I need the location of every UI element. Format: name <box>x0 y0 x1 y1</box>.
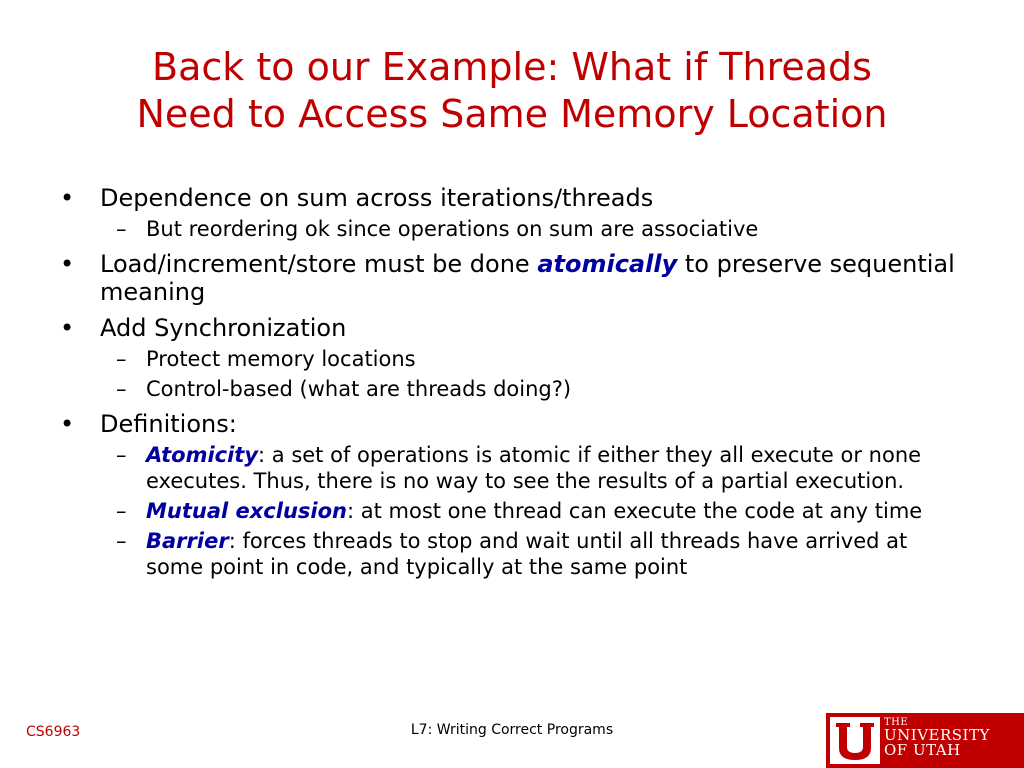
bullet-synchronization <box>60 314 960 342</box>
footer-course: CS6963 <box>26 724 81 740</box>
dash-icon: – <box>116 443 127 467</box>
definition-barrier <box>60 528 960 580</box>
dash-icon: – <box>116 377 127 401</box>
bullet-text-pre: Load/increment/store must be done <box>100 250 538 278</box>
bullet-icon: • <box>60 314 75 342</box>
u-block-icon <box>830 717 880 764</box>
bullet-icon: • <box>60 184 75 212</box>
sub-bullet-text: But reordering ok since operations on sum are associative <box>146 217 759 241</box>
sub-bullet-control <box>60 376 960 402</box>
slide-body <box>60 176 960 580</box>
bullet-text: Dependence on sum across iterations/threads <box>100 184 654 212</box>
title-line-2: Need to Access Same Memory Location <box>136 92 888 136</box>
sub-bullet-text: Control-based (what are threads doing?) <box>146 377 572 401</box>
logo-wordmark <box>884 717 990 758</box>
bullet-icon: • <box>60 250 75 278</box>
footer-lecture: L7: Writing Correct Programs <box>410 722 614 738</box>
emphasis-atomically: atomically <box>537 250 678 278</box>
definition-text: : a set of operations is atomic if either they all execute or none executes. Thus, there is no way to see the results of a partial execution. <box>146 443 922 493</box>
definition-atomicity <box>60 442 960 494</box>
logo-line-1: THE <box>884 717 909 728</box>
bullet-definitions <box>60 410 960 438</box>
dash-icon: – <box>116 529 127 553</box>
sub-bullet-protect <box>60 346 960 372</box>
bullet-dependence <box>60 184 960 212</box>
dash-icon: – <box>116 347 127 371</box>
definition-mutual-exclusion <box>60 498 960 524</box>
university-logo <box>826 713 1024 768</box>
definition-text: : at most one thread can execute the code at any time <box>346 499 923 523</box>
term-mutual-exclusion: Mutual exclusion <box>146 499 347 523</box>
bullet-text: Definitions: <box>100 410 237 438</box>
bullet-atomically <box>60 250 960 306</box>
term-barrier: Barrier <box>146 529 229 553</box>
logo-line-3: OF UTAH <box>884 741 961 759</box>
logo-line-2: UNIVERSITY <box>884 726 990 744</box>
bullet-text: Add Synchronization <box>100 314 347 342</box>
definition-text: : forces threads to stop and wait until all threads have arrived at some point in code, and typically at the same point <box>146 529 908 579</box>
bullet-icon: • <box>60 410 75 438</box>
term-atomicity: Atomicity <box>146 443 259 467</box>
dash-icon: – <box>116 217 127 241</box>
slide-title <box>0 44 1024 138</box>
title-line-1: Back to our Example: What if Threads <box>152 45 872 89</box>
sub-bullet-reordering <box>60 216 960 242</box>
bullet-text-post: to preserve sequential meaning <box>100 250 955 306</box>
dash-icon: – <box>116 499 127 523</box>
sub-bullet-text: Protect memory locations <box>146 347 416 371</box>
